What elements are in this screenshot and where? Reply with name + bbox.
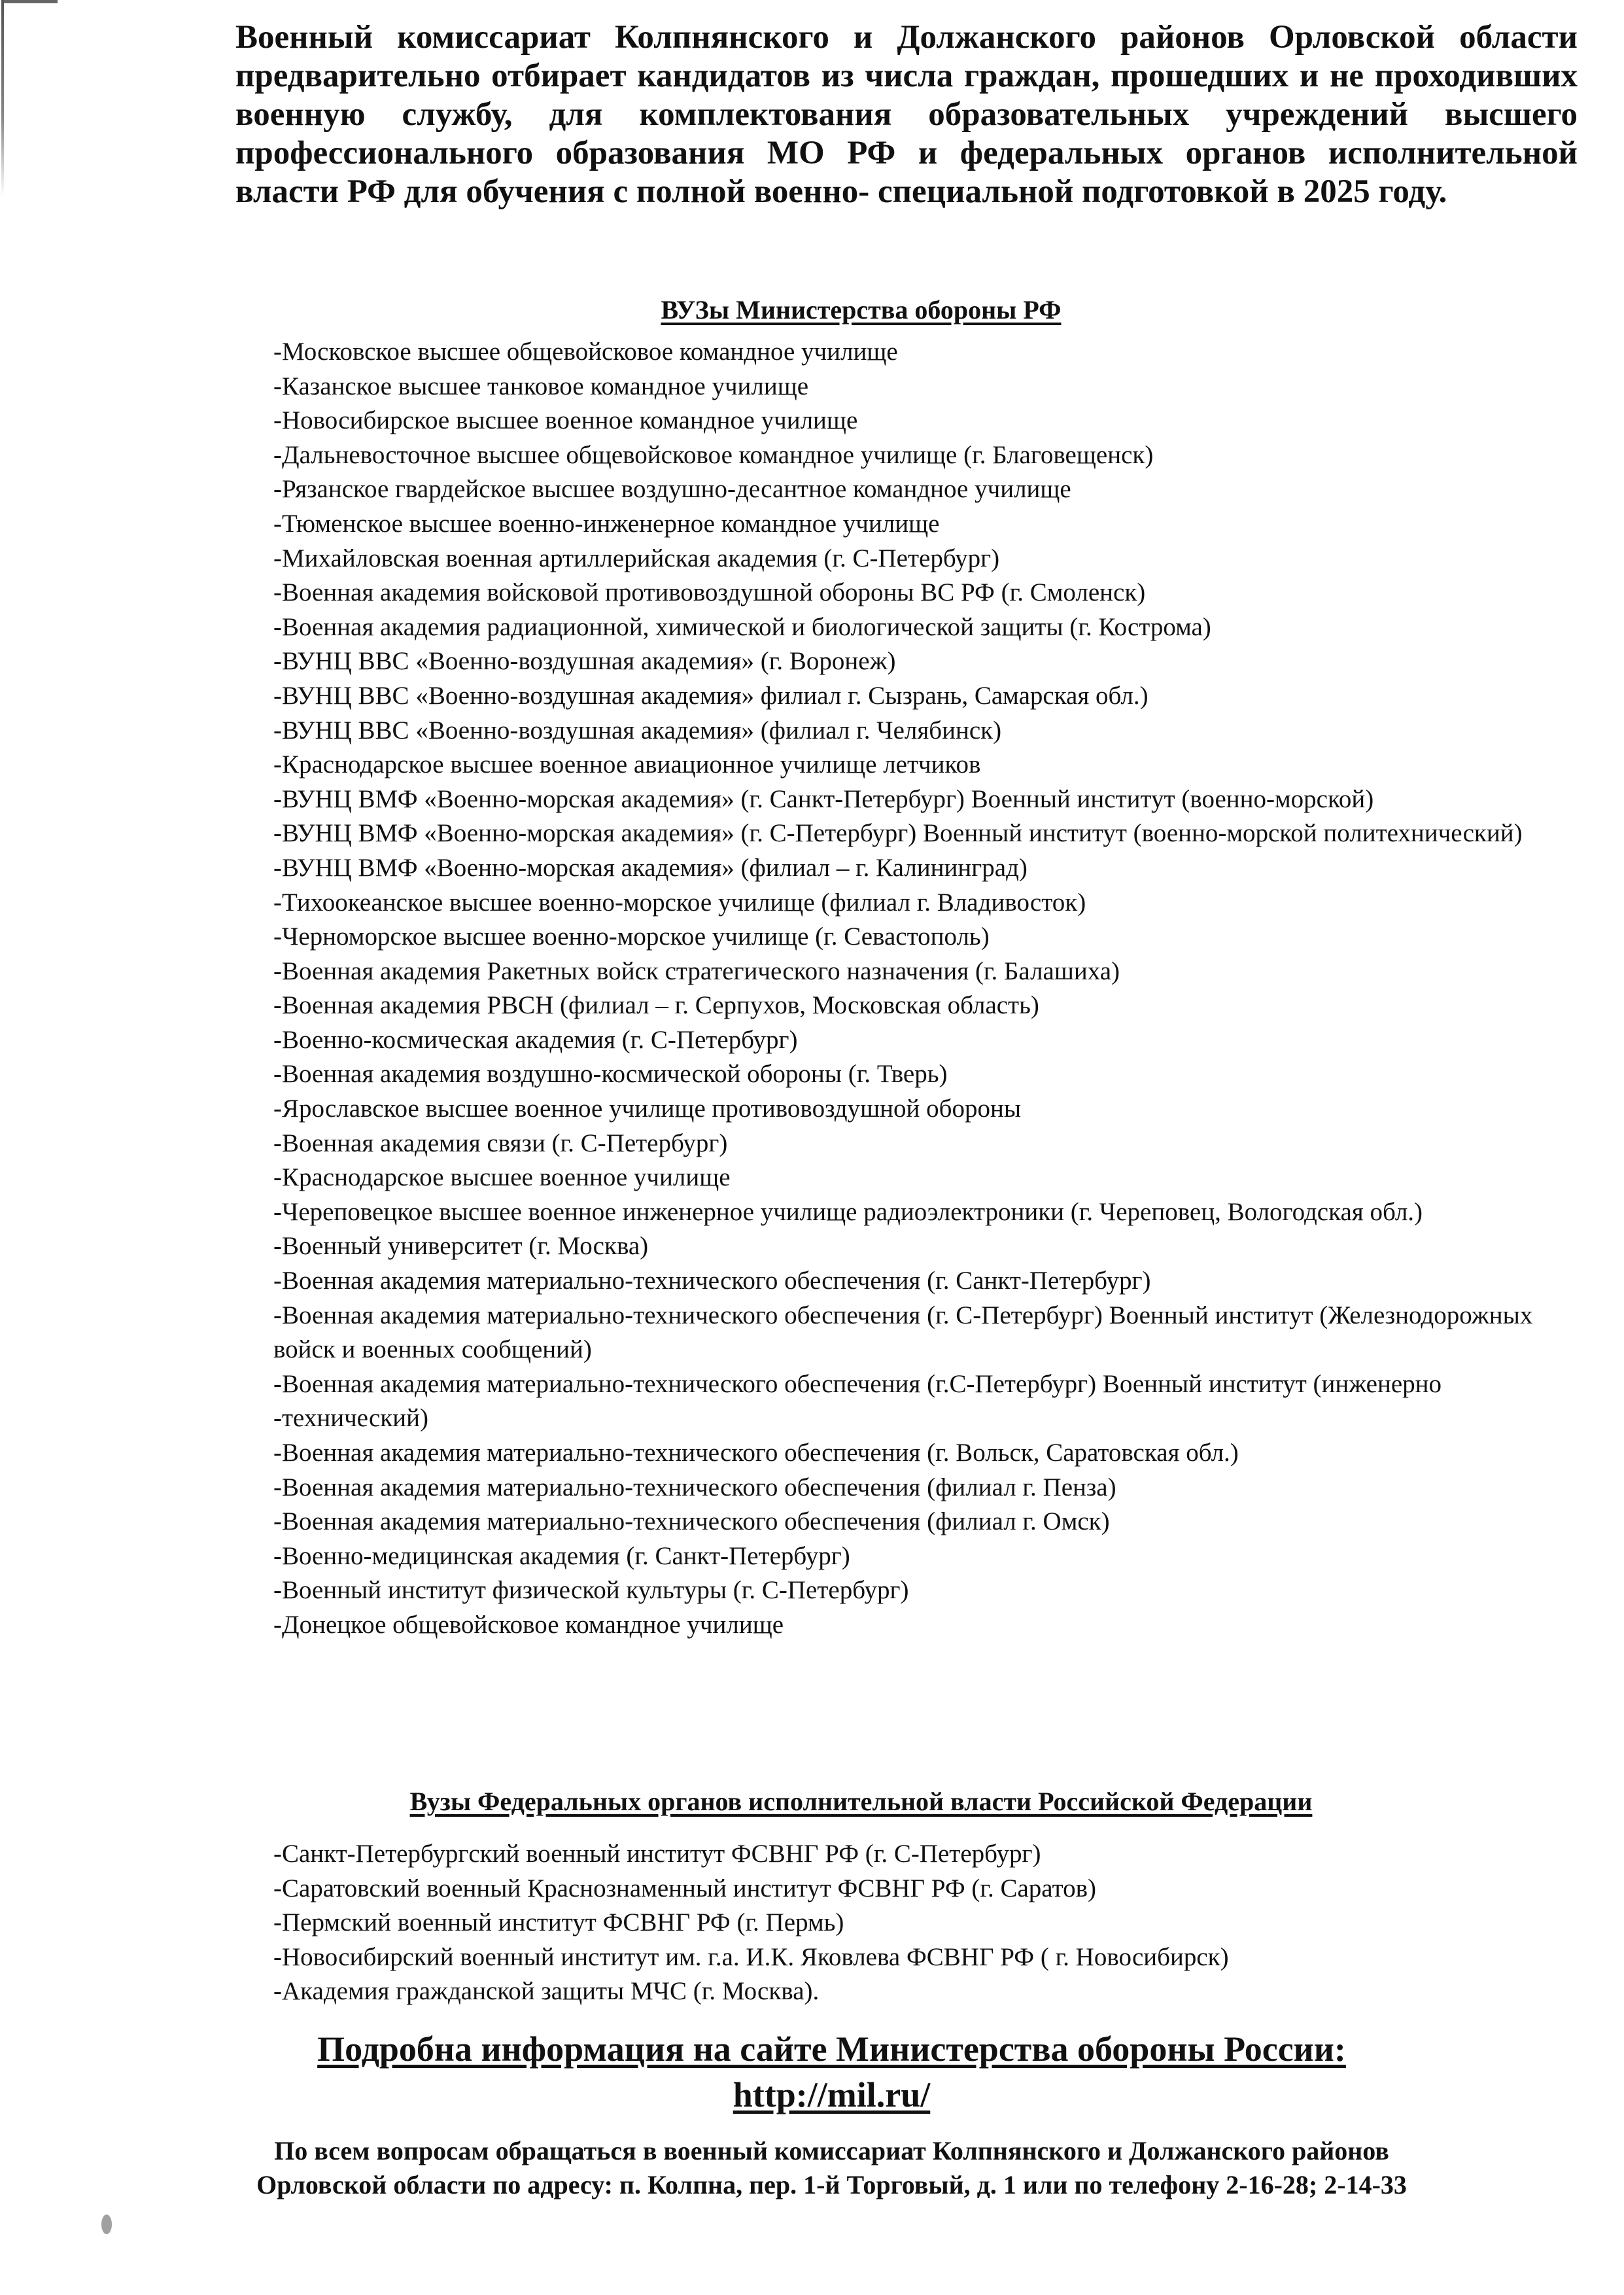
list-item: -Военная академия радиационной, химической и биологической защиты (г. Кострома) <box>273 612 1211 641</box>
section-title-federal-universities: Вузы Федеральных органов исполнительной власти Российской Федерации <box>409 1787 1313 1816</box>
list-item: -ВУНЦ ВВС «Военно-воздушная академия» (филиал г. Челябинск) <box>273 716 1002 745</box>
list-item: -Военная академия связи (г. С-Петербург) <box>273 1129 728 1157</box>
site-url-line <box>0 2073 1624 2117</box>
list-item: -Михайловская военная артиллерийская академия (г. С-Петербург) <box>273 544 1000 572</box>
list-item: -Военная академия материально-технического обеспечения (г.С-Петербург) Военный институт (инженерно -технический) <box>273 1369 1442 1433</box>
list-item: -Казанское высшее танковое командное училище <box>273 372 809 400</box>
list-item: -ВУНЦ ВМФ «Военно-морская академия» (г. С-Петербург) Военный институт (военно-морской политехнический) <box>273 819 1523 848</box>
list-item: -ВУНЦ ВВС «Военно-воздушная академия» (г. Воронеж) <box>273 647 896 676</box>
list-item: -Череповецкое высшее военное инженерное училище радиоэлектроники (г. Череповец, Вологодская обл.) <box>273 1197 1423 1226</box>
list-item: -Ярославское высшее военное училище противовоздушной обороны <box>273 1095 1022 1123</box>
scan-edge-top <box>4 0 58 3</box>
list-item: -Военная академия материально-технического обеспечения (г. Санкт-Петербург) <box>273 1267 1151 1295</box>
contact-line-1: По всем вопросам обращаться в военный комиссариат Колпнянского и Должанского районов <box>274 2136 1389 2165</box>
list-item: -Рязанское гвардейское высшее воздушно-десантное командное училище <box>273 475 1071 504</box>
list-item: -Дальневосточное высшее общевойсковое командное училище (г. Благовещенск) <box>273 440 1154 469</box>
list-item: -Военная академия материально-технического обеспечения (филиал г. Омск) <box>273 1507 1110 1536</box>
list-item: -Тихоокеанское высшее военно-морское училище (филиал г. Владивосток) <box>273 888 1086 917</box>
contact-line-2: Орловской области по адресу: п. Колпна, пер. 1-й Торговый, д. 1 или по телефону 2-16-28; 2-14-33 <box>256 2170 1407 2199</box>
scan-edge-left <box>1 0 4 196</box>
list-item: -Тюменское высшее военно-инженерное командное училище <box>273 509 940 538</box>
list-item: -Донецкое общевойсковое командное училище <box>273 1610 784 1639</box>
list-item: -Саратовский военный Краснознаменный институт ФСВНГ РФ (г. Саратов) <box>273 1874 1097 1902</box>
list-item: -Краснодарское высшее военное авиационное училище летчиков <box>273 750 981 779</box>
list-item: -Новосибирский военный институт им. г.а. И.К. Яковлева ФСВНГ РФ ( г. Новосибирск) <box>273 1942 1229 1971</box>
list-item: -Военный университет (г. Москва) <box>273 1232 649 1261</box>
list-item: -ВУНЦ ВВС «Военно-воздушная академия» филиал г. Сызрань, Самарская обл.) <box>273 681 1149 710</box>
intro-paragraph: Военный комиссариат Колпнянского и Должанского районов Орловской области предварительно отбирает кандидатов из числа граждан, прошедших и не проходивших военную службу, для комплектования образовательных учреждений высшего профессионального образования МО РФ и федеральных органов исполнительной власти РФ для обучения с полной военно- специальной подготовкой в 2025 году. <box>235 19 1578 210</box>
list-item: -Военная академия воздушно-космической обороны (г. Тверь) <box>273 1060 948 1089</box>
list-item: -Военная академия РВСН (филиал – г. Серпухов, Московская область) <box>273 991 1039 1020</box>
list-item: -ВУНЦ ВМФ «Военно-морская академия» (г. Санкт-Петербург) Военный институт (военно-морской) <box>273 784 1374 813</box>
list-item: -Военная академия материально-технического обеспечения (г. Вольск, Саратовская обл.) <box>273 1439 1239 1467</box>
contact-info <box>0 2134 1624 2202</box>
site-info-heading: Подробна информация на сайте Министерства обороны России: <box>317 2029 1346 2069</box>
list-item: -Пермский военный институт ФСВНГ РФ (г. Пермь) <box>273 1908 844 1937</box>
mo-universities-list <box>273 335 1581 1643</box>
list-item: -Академия гражданской защиты МЧС (г. Москва). <box>273 1977 820 2006</box>
list-item: -Новосибирское высшее военное командное училище <box>273 406 858 435</box>
list-item: -Краснодарское высшее военное училище <box>273 1163 731 1192</box>
scan-speck <box>101 2215 112 2234</box>
list-item: -Санкт-Петербургский военный институт ФСВНГ РФ (г. С-Петербург) <box>273 1840 1041 1868</box>
list-item: -ВУНЦ ВМФ «Военно-морская академия» (филиал – г. Калининград) <box>273 853 1028 882</box>
list-item: -Военный институт физической культуры (г. С-Петербург) <box>273 1576 909 1605</box>
list-item: -Военная академия войсковой противовоздушной обороны ВС РФ (г. Смоленск) <box>273 578 1146 607</box>
list-item: -Военная академия материально-технического обеспечения (г. С-Петербург) Военный институт (Железнодорожных войск и военных сообщений) <box>273 1301 1533 1364</box>
list-item: -Военно-космическая академия (г. С-Петербург) <box>273 1025 798 1054</box>
list-item: -Военная академия Ракетных войск стратегического назначения (г. Балашиха) <box>273 956 1120 985</box>
section-title-mo-universities: ВУЗы Министерства обороны РФ <box>661 295 1062 324</box>
federal-universities-list <box>273 1837 1581 2009</box>
list-item: -Военная академия материально-технического обеспечения (филиал г. Пенза) <box>273 1473 1116 1501</box>
list-item: -Черноморское высшее военно-морское училище (г. Севастополь) <box>273 922 990 951</box>
list-item: -Военно-медицинская академия (г. Санкт-Петербург) <box>273 1541 850 1570</box>
site-url-link[interactable]: http://mil.ru/ <box>733 2075 931 2114</box>
list-item: -Московское высшее общевойсковое командное училище <box>273 338 898 366</box>
